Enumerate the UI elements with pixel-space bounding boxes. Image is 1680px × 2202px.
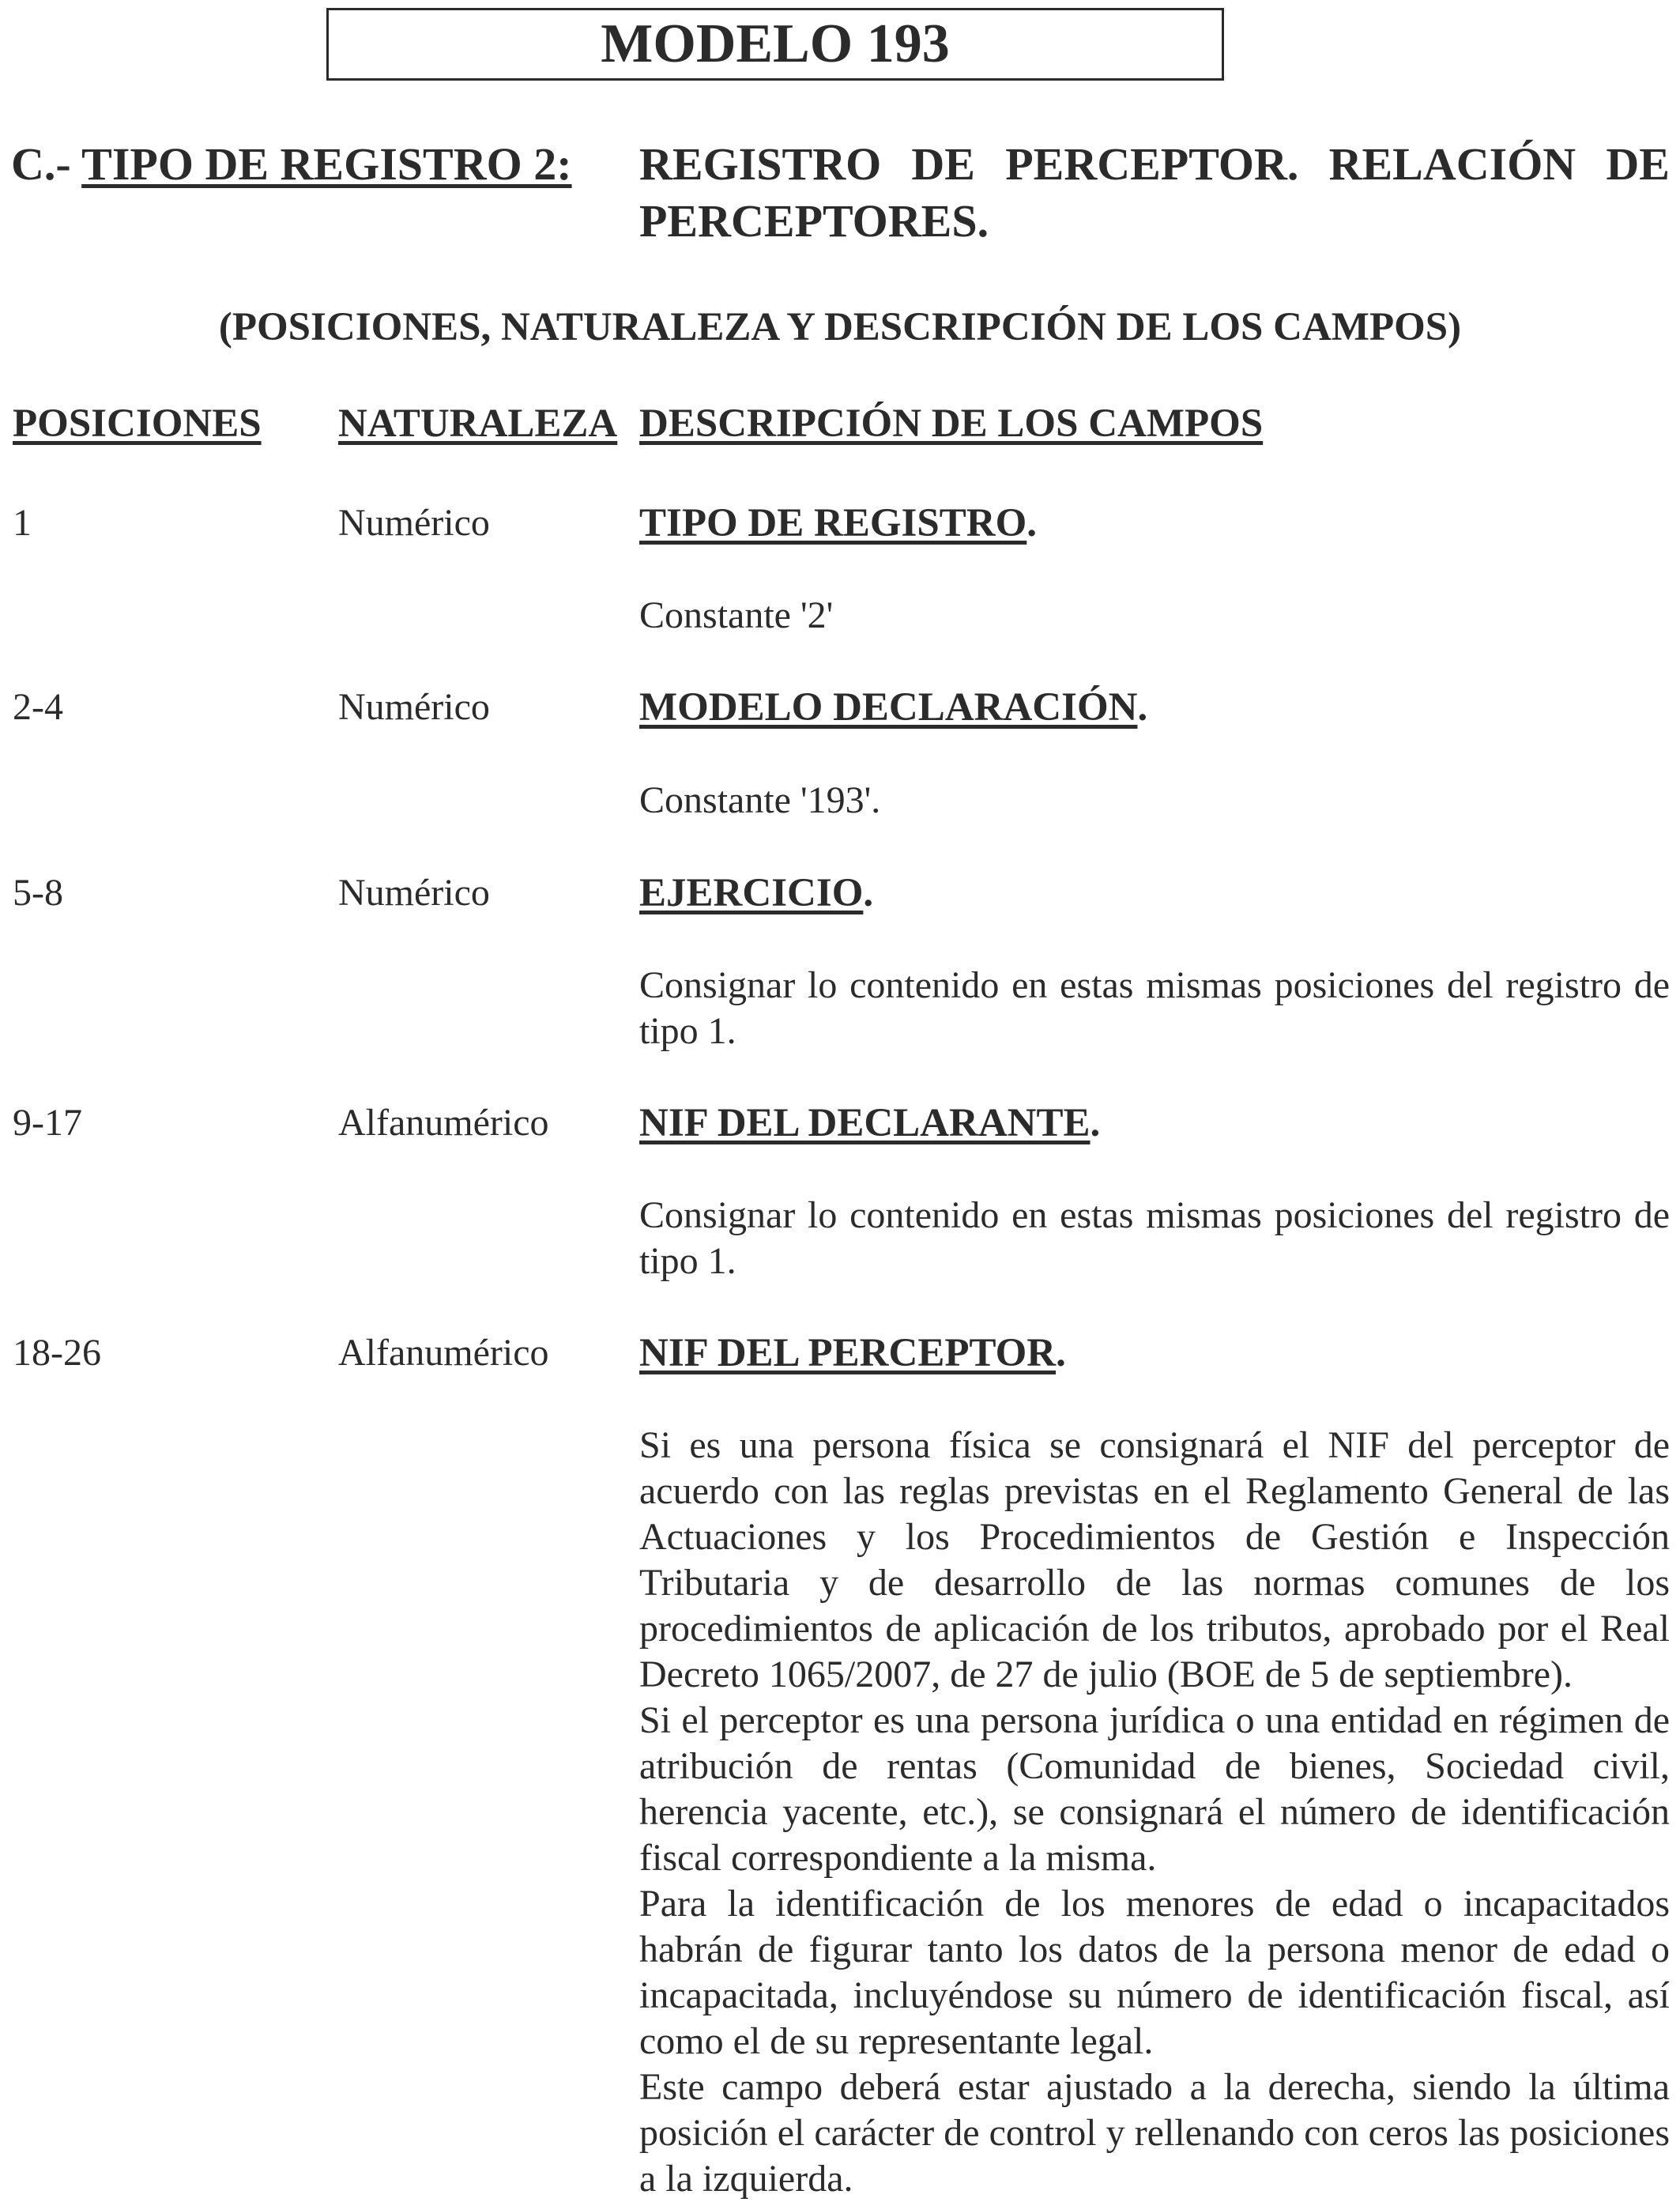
section-subtitle: (POSICIONES, NATURALEZA Y DESCRIPCIÓN DE LOS CAMPOS) [218,305,1462,349]
field-name: TIPO DE REGISTRO. [639,501,1038,545]
column-header-description: DESCRIPCIÓN DE LOS CAMPOS [639,402,1264,446]
description-paragraph: Si es una persona física se consignará el NIF del perceptor de acuerdo con las reglas previstas en el Reglamento General de las Actuaciones y los Procedimientos de Gestión e Inspección Tributaria y de desarrollo de las normas comunes de los procedimientos de aplicación de los tributos, aprobado por el Real Decreto 1065/2007, de 27 de julio (BOE de 5 de septiembre). [639,1424,1670,1695]
field-nature: Numérico [338,502,490,544]
description-paragraph: Para la identificación de los menores de edad o incapacitados habrán de figurar tanto los datos de la persona menor de edad o incapacitada, incluyéndose su número de identificación fiscal, así como el de su representante legal. [639,1883,1670,2062]
field-description: Consignar lo contenido en estas mismas posiciones del registro de tipo 1. [639,1194,1670,1282]
field-name: EJERCICIO. [639,871,874,915]
description-paragraph: Si el perceptor es una persona jurídica o una entidad en régimen de atribución de rentas (Comunidad de bienes, Sociedad civil, herencia yacente, etc.), se consignará el número de identificación fiscal correspondiente a la misma. [639,1699,1670,1879]
section-heading-label [11,136,572,193]
field-positions: 1 [13,502,32,544]
field-positions: 2-4 [13,686,63,728]
section-label: TIPO DE REGISTRO 2: [81,138,572,190]
document-title: MODELO 193 [326,8,1224,81]
column-header-nature: NATURALEZA [338,402,618,446]
section-title: REGISTRO DE PERCEPTOR. RELACIÓN DE PERCEPTORES. [639,138,1670,247]
section-prefix: C.- [11,138,82,190]
field-name: NIF DEL DECLARANTE. [639,1101,1101,1145]
field-description: Constante '2' [639,594,834,636]
field-positions: 18-26 [13,1332,101,1374]
field-name: MODELO DECLARACIÓN. [639,685,1148,730]
column-header-positions: POSICIONES [13,402,262,446]
field-name: NIF DEL PERCEPTOR. [639,1331,1066,1375]
field-nature: Numérico [338,686,490,728]
field-positions: 9-17 [13,1102,82,1144]
field-positions: 5-8 [13,872,63,914]
field-description [639,1423,1670,2202]
field-nature: Alfanumérico [338,1102,549,1144]
description-paragraph: Este campo deberá estar ajustado a la derecha, siendo la última posición el carácter de control y rellenando con ceros las posiciones a la izquierda. [639,2066,1670,2200]
field-nature: Numérico [338,872,490,914]
field-description: Consignar lo contenido en estas mismas posiciones del registro de tipo 1. [639,964,1670,1052]
field-nature: Alfanumérico [338,1332,549,1374]
field-description: Constante '193'. [639,779,881,821]
